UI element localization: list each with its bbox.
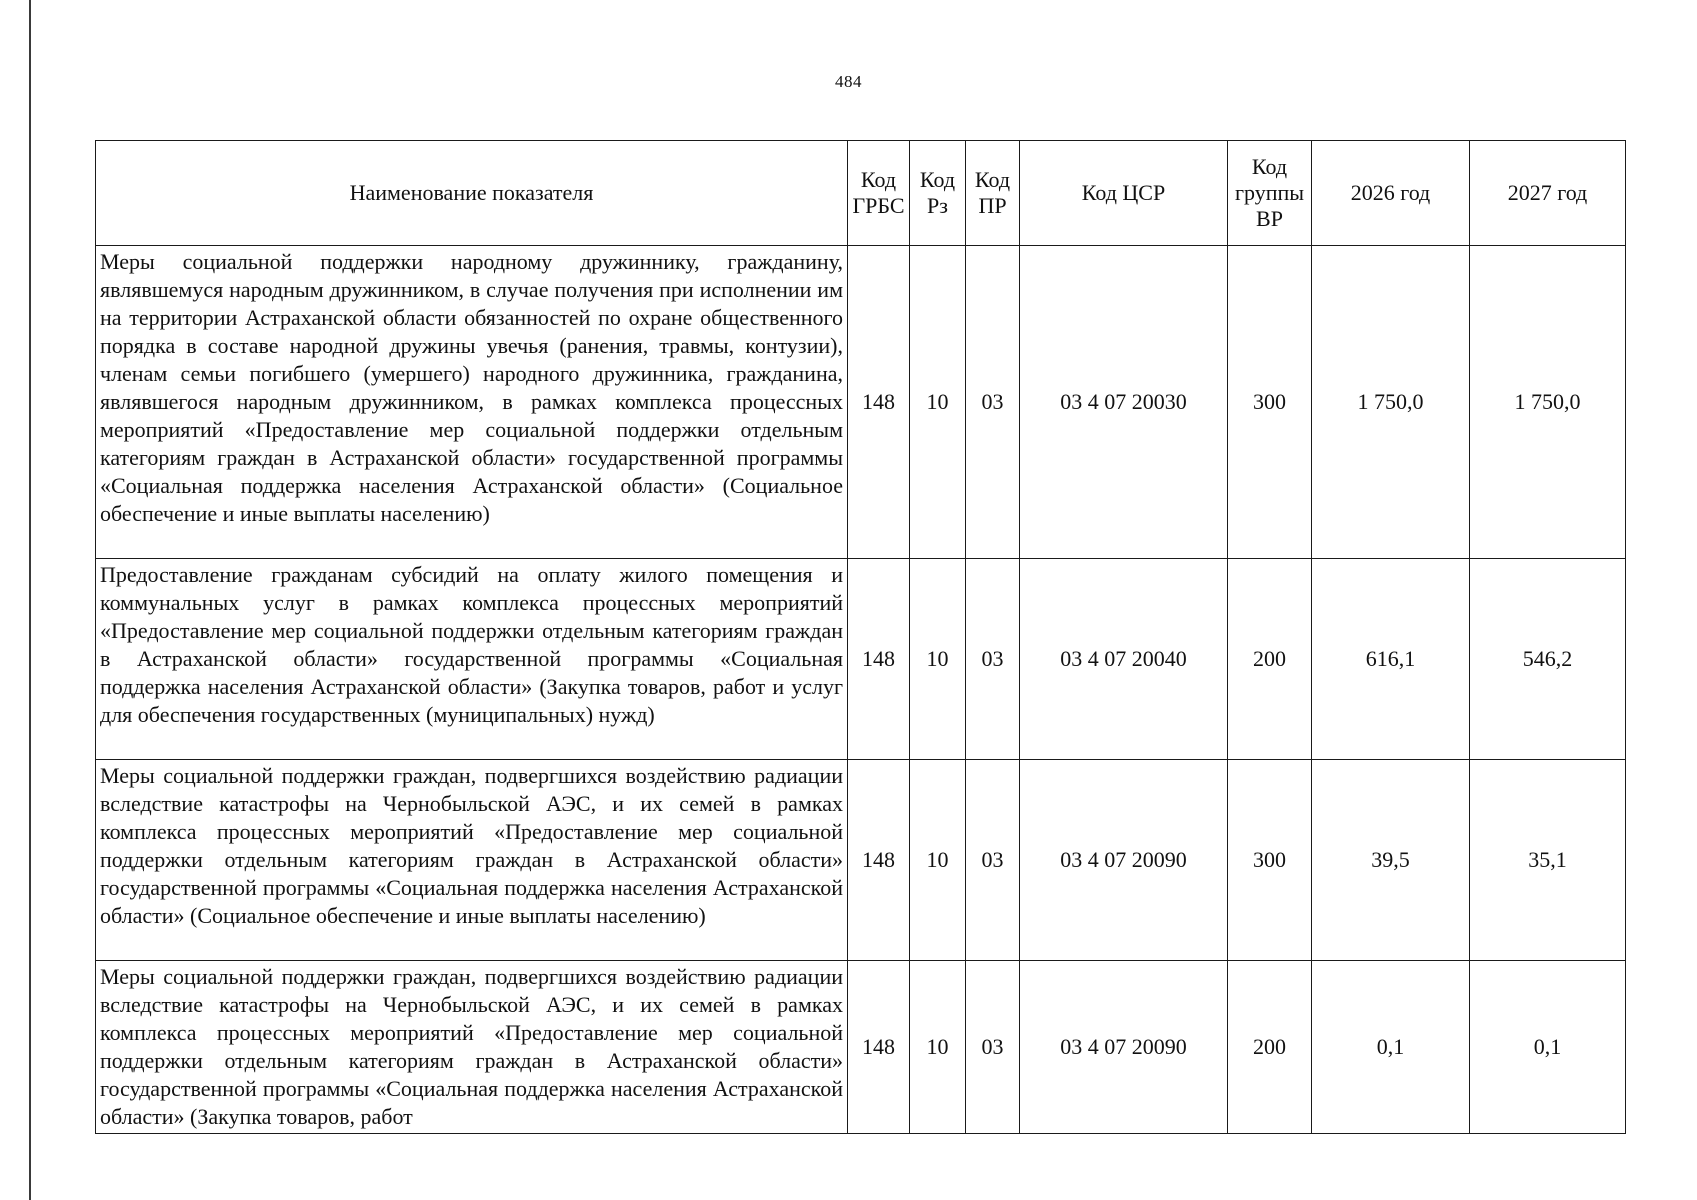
amount-2027: 35,1 xyxy=(1470,760,1626,961)
table-row xyxy=(96,246,1626,559)
amount-2027: 546,2 xyxy=(1470,559,1626,760)
budget-table xyxy=(95,140,1626,1134)
binding-line xyxy=(29,0,31,1200)
amount-2026: 39,5 xyxy=(1312,760,1470,961)
amount-2027: 0,1 xyxy=(1470,961,1626,1134)
rz-code: 10 xyxy=(910,961,966,1134)
pr-code: 03 xyxy=(966,246,1020,559)
table-body xyxy=(96,246,1626,1134)
csr-code: 03 4 07 20090 xyxy=(1020,760,1228,961)
grbs-code: 148 xyxy=(848,559,910,760)
amount-2026: 1 750,0 xyxy=(1312,246,1470,559)
header-name: Наименование показателя xyxy=(96,141,848,246)
vr-code: 300 xyxy=(1228,760,1312,961)
csr-code: 03 4 07 20090 xyxy=(1020,961,1228,1134)
header-rz: Код Рз xyxy=(910,141,966,246)
vr-code: 200 xyxy=(1228,961,1312,1134)
grbs-code: 148 xyxy=(848,246,910,559)
indicator-name: Меры социальной поддержки граждан, подвергшихся воздействию радиации вследствие катастрофы на Чернобыльской АЭС, и их семей в рамках комплекса процессных мероприятий «Предоставление мер социальной поддержки отдельным категориям граждан в Астраханской области» государственной программы «Социальная поддержка населения Астраханской области» (Закупка товаров, работ xyxy=(96,961,848,1134)
amount-2027: 1 750,0 xyxy=(1470,246,1626,559)
rz-code: 10 xyxy=(910,246,966,559)
table-header xyxy=(96,141,1626,246)
vr-code: 300 xyxy=(1228,246,1312,559)
header-2027: 2027 год xyxy=(1470,141,1626,246)
header-pr: Код ПР xyxy=(966,141,1020,246)
indicator-name: Меры социальной поддержки народному дружиннику, гражданину, являвшемуся народным дружинником, в случае получения при исполнении им на территории Астраханской области обязанностей по охране общественного порядка в составе народной дружины увечья (ранения, травмы, контузии), членам семьи погибшего (умершего) народного дружинника, гражданина, являвшегося народным дружинником, в рамках комплекса процессных мероприятий «Предоставление мер социальной поддержки отдельным категориям граждан в Астраханской области» государственной программы «Социальная поддержка населения Астраханской области» (Социальное обеспечение и иные выплаты населению) xyxy=(96,246,848,559)
header-2026: 2026 год xyxy=(1312,141,1470,246)
vr-code: 200 xyxy=(1228,559,1312,760)
pr-code: 03 xyxy=(966,961,1020,1134)
pr-code: 03 xyxy=(966,760,1020,961)
table-row xyxy=(96,760,1626,961)
indicator-name: Предоставление гражданам субсидий на оплату жилого помещения и коммунальных услуг в рамках комплекса процессных мероприятий «Предоставление мер социальной поддержки отдельным категориям граждан в Астраханской области» государственной программы «Социальная поддержка населения Астраханской области» (Закупка товаров, работ и услуг для обеспечения государственных (муниципальных) нужд) xyxy=(96,559,848,760)
table-row xyxy=(96,559,1626,760)
indicator-name: Меры социальной поддержки граждан, подвергшихся воздействию радиации вследствие катастрофы на Чернобыльской АЭС, и их семей в рамках комплекса процессных мероприятий «Предоставление мер социальной поддержки отдельным категориям граждан в Астраханской области» государственной программы «Социальная поддержка населения Астраханской области» (Социальное обеспечение и иные выплаты населению) xyxy=(96,760,848,961)
table-row xyxy=(96,961,1626,1134)
rz-code: 10 xyxy=(910,760,966,961)
header-vr: Код группы ВР xyxy=(1228,141,1312,246)
csr-code: 03 4 07 20030 xyxy=(1020,246,1228,559)
rz-code: 10 xyxy=(910,559,966,760)
amount-2026: 0,1 xyxy=(1312,961,1470,1134)
grbs-code: 148 xyxy=(848,961,910,1134)
header-row xyxy=(96,141,1626,246)
header-csr: Код ЦСР xyxy=(1020,141,1228,246)
page-number: 484 xyxy=(835,72,862,91)
header-grbs: Код ГРБС xyxy=(848,141,910,246)
csr-code: 03 4 07 20040 xyxy=(1020,559,1228,760)
amount-2026: 616,1 xyxy=(1312,559,1470,760)
grbs-code: 148 xyxy=(848,760,910,961)
pr-code: 03 xyxy=(966,559,1020,760)
